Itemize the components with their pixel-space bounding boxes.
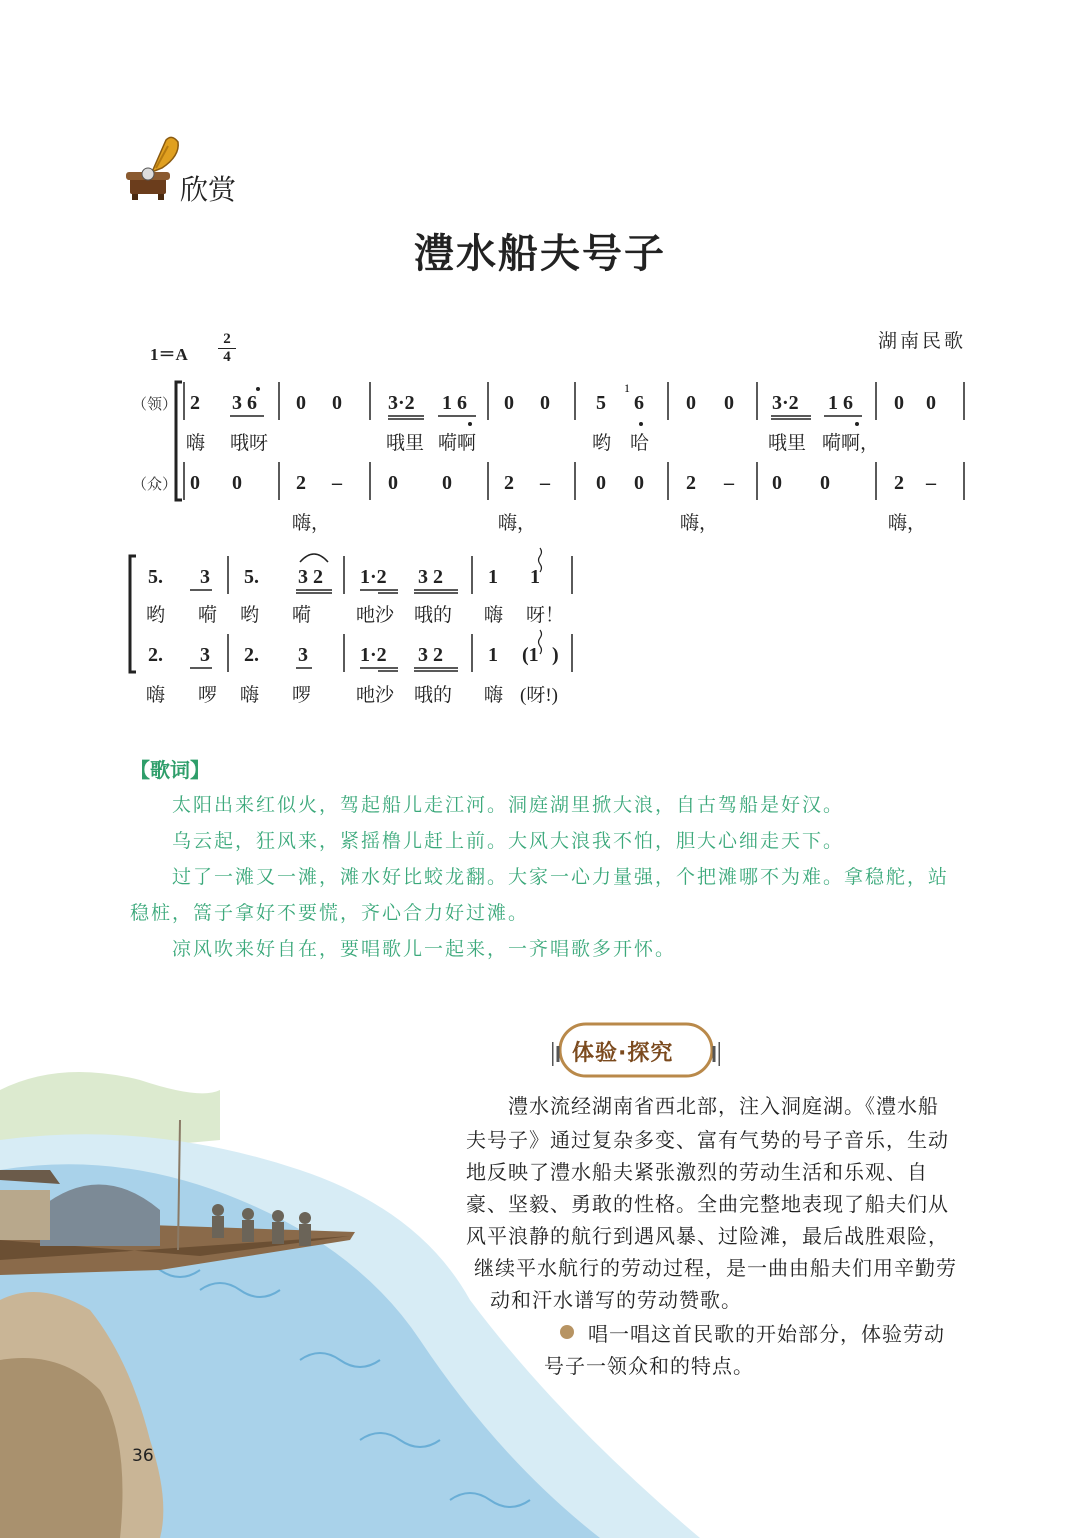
lyric: 嗨: [186, 433, 206, 454]
song-title: 澧水船夫号子: [414, 231, 666, 277]
note: 5.: [244, 566, 259, 588]
note: 0: [388, 472, 398, 494]
note: 0: [724, 392, 734, 414]
note: 2: [504, 472, 514, 494]
lyric: 嗨: [240, 685, 260, 706]
lyric: 哦的: [414, 605, 453, 626]
note: 0: [772, 472, 782, 494]
note: 2.: [244, 644, 259, 666]
note: 0: [190, 472, 200, 494]
note: 0: [926, 392, 936, 414]
note: –: [332, 472, 342, 494]
lyric: 哈: [630, 433, 650, 454]
note: (1: [522, 644, 539, 666]
lyric: 嗨: [484, 685, 504, 706]
note: 2: [296, 472, 306, 494]
note: 0: [332, 392, 342, 414]
page-number: 36: [132, 1446, 154, 1466]
note: 0: [820, 472, 830, 494]
task-text-line: 唱一唱这首民歌的开始部分，体验劳动: [588, 1322, 945, 1346]
lyric: 哟: [240, 605, 260, 626]
lyric: 嗨，: [498, 513, 537, 534]
note: 1 6: [828, 392, 853, 414]
body-text-line: 地反映了澧水船夫紧张激烈的劳动生活和乐观、自: [466, 1160, 928, 1184]
note: 3 6: [232, 392, 257, 414]
note: 3: [200, 566, 210, 588]
note: 1: [488, 644, 498, 666]
note: 0: [296, 392, 306, 414]
note: 0: [232, 472, 242, 494]
lyrics-line: 稳桩，篙子拿好不要慌，齐心合力好过滩。: [130, 902, 530, 924]
lyric: 吔沙: [356, 685, 395, 706]
body-text-line: 澧水流经湖南省西北部，注入洞庭湖。《澧水船: [508, 1094, 939, 1118]
note: 0: [686, 392, 696, 414]
lyric: 哦里: [768, 433, 807, 454]
lyric: 哦呀: [230, 433, 269, 454]
note: 1: [530, 566, 540, 588]
time-sig-top: 2: [223, 331, 231, 347]
lyric: (呀!): [520, 685, 558, 706]
lyric: 嗬啊，: [822, 433, 880, 454]
time-sig-bottom: 4: [223, 349, 231, 365]
lyric: 哟: [592, 433, 612, 454]
lyric: 哦里: [386, 433, 425, 454]
experience-title: 体验·探究: [572, 1041, 674, 1066]
note: 2: [190, 392, 200, 414]
note: 3·2: [388, 392, 415, 414]
svg-text:1: 1: [624, 381, 630, 395]
note: 1·2: [360, 644, 387, 666]
lyric: 嗬啊: [438, 433, 477, 454]
lead-label: （领）: [132, 395, 178, 413]
note: 3 2: [418, 644, 443, 666]
lyric: 嗬: [292, 605, 312, 626]
lyrics-line: 凉风吹来好自在，要唱歌儿一起来，一齐唱歌多开怀。: [172, 938, 677, 960]
lyric: 啰: [198, 685, 218, 706]
note: 1 6: [442, 392, 467, 414]
lyric: 嗬: [198, 605, 218, 626]
note: 0: [540, 392, 550, 414]
note: 5.: [148, 566, 163, 588]
lyric: 嗨，: [888, 513, 927, 534]
body-text-line: 动和汗水谱写的劳动赞歌。: [490, 1288, 742, 1312]
lyric: 嗨，: [292, 513, 331, 534]
note: –: [724, 472, 734, 494]
lyric: 嗨: [484, 605, 504, 626]
lyrics-line: 过了一滩又一滩，滩水好比蛟龙翻。大家一心力量强，个把滩哪不为难。拿稳舵，站: [172, 866, 950, 888]
note: ): [552, 644, 559, 666]
note: 2.: [148, 644, 163, 666]
note: 5: [596, 392, 606, 414]
note: 3·2: [772, 392, 799, 414]
note: 1·2: [360, 566, 387, 588]
note: 6: [634, 392, 644, 414]
chorus-label: （众）: [132, 475, 178, 493]
section-label: 欣赏: [180, 173, 237, 206]
lyric: 哦的: [414, 685, 453, 706]
lyric: 啰: [292, 685, 312, 706]
body-text-line: 夫号子》通过复杂多变、富有气势的号子音乐，生动: [466, 1128, 949, 1152]
lyrics-line: 乌云起，狂风来，紧摇橹儿赶上前。大风大浪我不怕，胆大心细走天下。: [172, 830, 845, 852]
note: 3 2: [298, 566, 323, 588]
lyrics-line: 太阳出来红似火，驾起船儿走江河。洞庭湖里掀大浪，自古驾船是好汉。: [172, 794, 845, 816]
note: 1: [488, 566, 498, 588]
lyric: 哟: [146, 605, 166, 626]
note: 0: [596, 472, 606, 494]
body-text-line: 豪、坚毅、勇敢的性格。全曲完整地表现了船夫们从: [466, 1192, 949, 1216]
note: 2: [686, 472, 696, 494]
lyrics-heading: 【歌词】: [130, 758, 210, 782]
note: 0: [634, 472, 644, 494]
note: 2: [894, 472, 904, 494]
note: 3: [200, 644, 210, 666]
lyric: 吔沙: [356, 605, 395, 626]
lyric: 呀！: [526, 605, 565, 626]
note: 3 2: [418, 566, 443, 588]
body-text-line: 继续平水航行的劳动过程，是一曲由船夫们用辛勤劳: [474, 1256, 957, 1280]
note: 0: [442, 472, 452, 494]
task-text-line: 号子一领众和的特点。: [544, 1354, 754, 1378]
body-text-line: 风平浪静的航行到遇风暴、过险滩，最后战胜艰险，: [466, 1224, 949, 1248]
bullet-icon: [560, 1325, 574, 1339]
note: –: [926, 472, 936, 494]
lyric: 嗨: [146, 685, 166, 706]
note: 0: [504, 392, 514, 414]
note: –: [540, 472, 550, 494]
note: 0: [894, 392, 904, 414]
note: 3: [298, 644, 308, 666]
key-signature: 1＝A: [150, 345, 188, 364]
lyric: 嗨，: [680, 513, 719, 534]
song-origin: 湖南民歌: [878, 330, 967, 352]
